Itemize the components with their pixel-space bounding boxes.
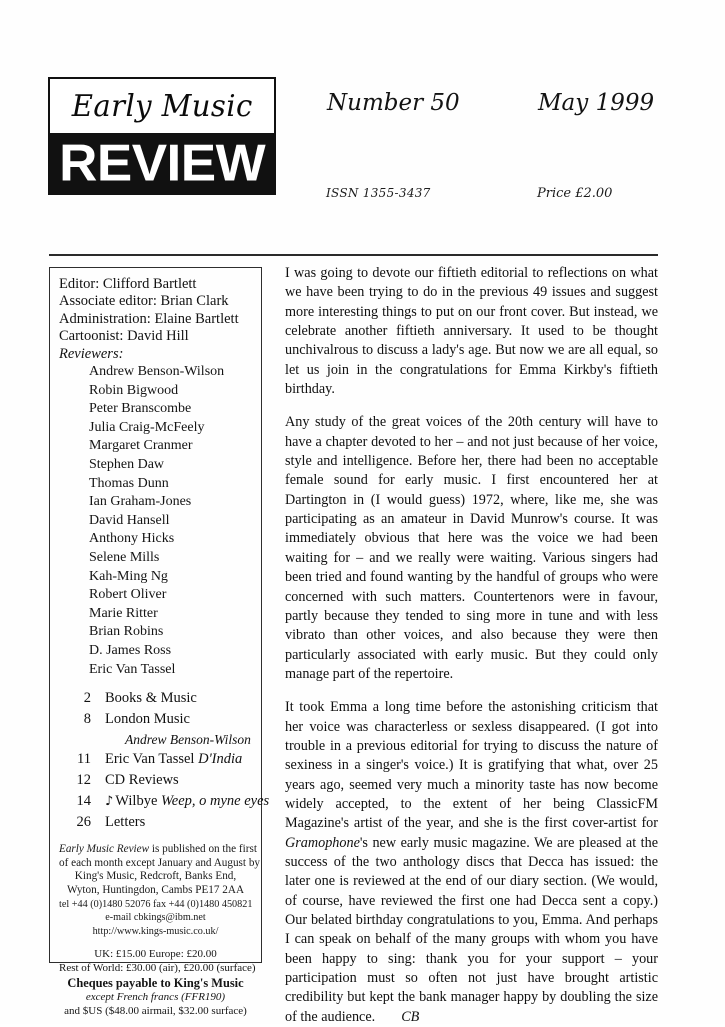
magazine-name-italic: Gramophone bbox=[285, 834, 360, 851]
cartoonist-credit: Cartoonist: David Hill bbox=[59, 328, 189, 345]
editorial-paragraph: It took Emma a long time before the astonishing criticism that her voice was characterless or sexless disappeared. (I got into trouble in a previous editorial for trying to discuss the nature of sexiness in a singer's voice.) It is gratifying that what, over 25 years ago, seemed very much a minority taste has now become widely accepted, to the extent of her being ClassicFM Magazine's artist of the year, and she is the first cover-artist for Gramophone's new early music magazine. We are pleased at the success of the two anthology discs that Decca has issued: the later one is reviewed at the end of our diary section. (We would, of course, have reviewed the first one had Decca sent a copy.) Our belated birthday congratulations to you, Emma. And perhaps I can speak on behalf of the many groups with whom you have been happy to sing: thank you for your support – your participation must so often not just have brought artistic credibility but kept the bank manager happy by doubling the size of the audience. CB bbox=[285, 699, 658, 1025]
administration-credit: Administration: Elaine Bartlett bbox=[59, 310, 239, 327]
contents-entry[interactable] bbox=[59, 688, 252, 709]
french-francs-note: except French francs (FFR190) bbox=[85, 990, 226, 1003]
cheques-payable-note: Cheques payable to King's Music bbox=[67, 975, 244, 990]
editorial-paragraph: Any study of the great voices of the 20th century will have to have a chapter devoted to her – and not just because of her voice, style and intelligence. Before her, there had been no acceptable female sound for early music. I first encountered her at Dartington in (I would guess) 1972, where, like me, she was participating as an amateur in David Munrow's course. It was immediately obvious that here was the voice we had been waiting for – and we really were waiting. Various singers had been tried and found wanting by the handful of groups who were concerned with such matters. Countertenors were in favour, partly because they tended to sing more in tune and with less vibrato than other voices, and also because they were then particularly associated with early music. But they could only manage part of the repertoire. bbox=[285, 414, 658, 682]
contents-page-number: 12 bbox=[76, 772, 91, 789]
publisher-email[interactable]: e-mail cbkings@ibm.net bbox=[105, 912, 206, 924]
editor-credit: Editor: Clifford Bartlett bbox=[59, 276, 197, 292]
issue-number: Number 50 bbox=[327, 90, 460, 116]
contents-entry-title: London Music bbox=[105, 711, 190, 728]
masthead-title-block bbox=[48, 77, 276, 133]
publisher-details bbox=[59, 843, 261, 938]
list-item: Eric Van Tassel bbox=[89, 661, 176, 677]
contents-entry[interactable] bbox=[59, 791, 270, 812]
publisher-address-line-1: King's Music, Redcroft, Banks End, bbox=[74, 870, 237, 883]
list-item: Marie Ritter bbox=[89, 605, 158, 621]
masthead-info-box bbox=[49, 267, 270, 1018]
contents-entry[interactable] bbox=[59, 812, 252, 833]
contents-entry-title: CD Reviews bbox=[105, 772, 179, 789]
list-item: Margaret Cranmer bbox=[89, 438, 193, 454]
list-item: Peter Branscombe bbox=[89, 401, 192, 417]
publication-title: Early Music bbox=[71, 88, 253, 124]
masthead-subtitle-block bbox=[48, 133, 276, 195]
contents-entry-byline: Andrew Benson-Wilson bbox=[125, 732, 251, 748]
contents-entry-title: Letters bbox=[105, 814, 146, 831]
list-item: David Hansell bbox=[89, 512, 170, 528]
price-text: Price £2.00 bbox=[537, 186, 613, 201]
contents-entry[interactable] bbox=[59, 709, 252, 730]
contents-entry-title: ♪ Wilbye Weep, o myne eyes bbox=[105, 793, 270, 810]
contents-page-number: 14 bbox=[76, 793, 91, 810]
list-item: Robert Oliver bbox=[89, 587, 167, 603]
reviewers-list bbox=[59, 363, 252, 679]
contents-page-number: 2 bbox=[83, 690, 91, 707]
list-item: Ian Graham-Jones bbox=[89, 494, 192, 510]
list-item: Andrew Benson-Wilson bbox=[89, 364, 225, 380]
publisher-frequency-line: Early Music Review is published on the first bbox=[59, 843, 257, 856]
list-item: D. James Ross bbox=[89, 642, 172, 658]
contents-entry-title: Books & Music bbox=[105, 690, 197, 707]
list-item: Julia Craig-McFeely bbox=[89, 419, 205, 435]
subscription-rates bbox=[59, 947, 256, 1018]
list-item: Thomas Dunn bbox=[89, 475, 169, 491]
publisher-website[interactable]: http://www.kings-music.co.uk/ bbox=[92, 925, 219, 937]
editorial-paragraph: I was going to devote our fiftieth editorial to reflections on what we have been trying to do in the previous 49 issues and suggest more interesting things to put on our front cover. But instead, we celebrate another fiftieth anniversary. It used to be thought unchivalrous to discuss a lady's age. But now we are all equal, so let us join in the congratulations for Emma Kirkby's fiftieth birthday. bbox=[285, 265, 658, 398]
masthead-logo bbox=[48, 77, 276, 195]
publication-name-italic: Early Music Review bbox=[59, 843, 150, 856]
contents-page-number: 11 bbox=[77, 751, 91, 768]
header-divider-rule bbox=[49, 254, 658, 256]
publication-subtitle: REVIEW bbox=[59, 133, 265, 193]
contents-page-number: 8 bbox=[83, 711, 91, 728]
list-item: Selene Mills bbox=[89, 549, 160, 565]
reviewers-label: Reviewers: bbox=[59, 345, 124, 362]
contents-entry-title-italic: Weep, o myne eyes bbox=[161, 793, 270, 810]
associate-editor-credit: Associate editor: Brian Clark bbox=[59, 293, 229, 310]
contents-entry-title-italic: D'India bbox=[198, 751, 243, 768]
publisher-phone-fax: tel +44 (0)1480 52076 fax +44 (0)1480 450821 bbox=[59, 898, 253, 910]
contents-entry[interactable] bbox=[59, 770, 252, 791]
list-item: Brian Robins bbox=[89, 624, 164, 640]
list-item: Anthony Hicks bbox=[89, 531, 175, 547]
music-note-icon: ♪ bbox=[105, 794, 114, 810]
staff-credits bbox=[59, 276, 252, 363]
rate-uk-europe: UK: £15.00 Europe: £20.00 bbox=[94, 948, 217, 961]
rate-rest-of-world: Rest of World: £30.00 (air), £20.00 (surface) bbox=[59, 962, 256, 975]
editorial-signoff: CB bbox=[401, 1008, 420, 1025]
list-item: Stephen Daw bbox=[89, 457, 165, 472]
publisher-frequency-line-2: of each month except January and August by bbox=[59, 856, 261, 869]
list-item: Kah-Ming Ng bbox=[89, 568, 168, 584]
issue-date: May 1999 bbox=[538, 90, 655, 116]
contents-entry[interactable] bbox=[59, 749, 252, 770]
publisher-address-line-2: Wyton, Huntingdon, Cambs PE17 2AA bbox=[66, 883, 245, 896]
list-item: Robin Bigwood bbox=[89, 382, 179, 398]
issn-text: ISSN 1355-3437 bbox=[326, 186, 431, 200]
table-of-contents bbox=[59, 688, 270, 833]
contents-page-number: 26 bbox=[76, 814, 91, 831]
editorial-article bbox=[285, 264, 658, 1027]
us-dollars-note: and $US ($48.00 airmail, $32.00 surface) bbox=[64, 1005, 247, 1018]
contents-entry-title: Eric Van Tassel D'India bbox=[105, 751, 243, 768]
